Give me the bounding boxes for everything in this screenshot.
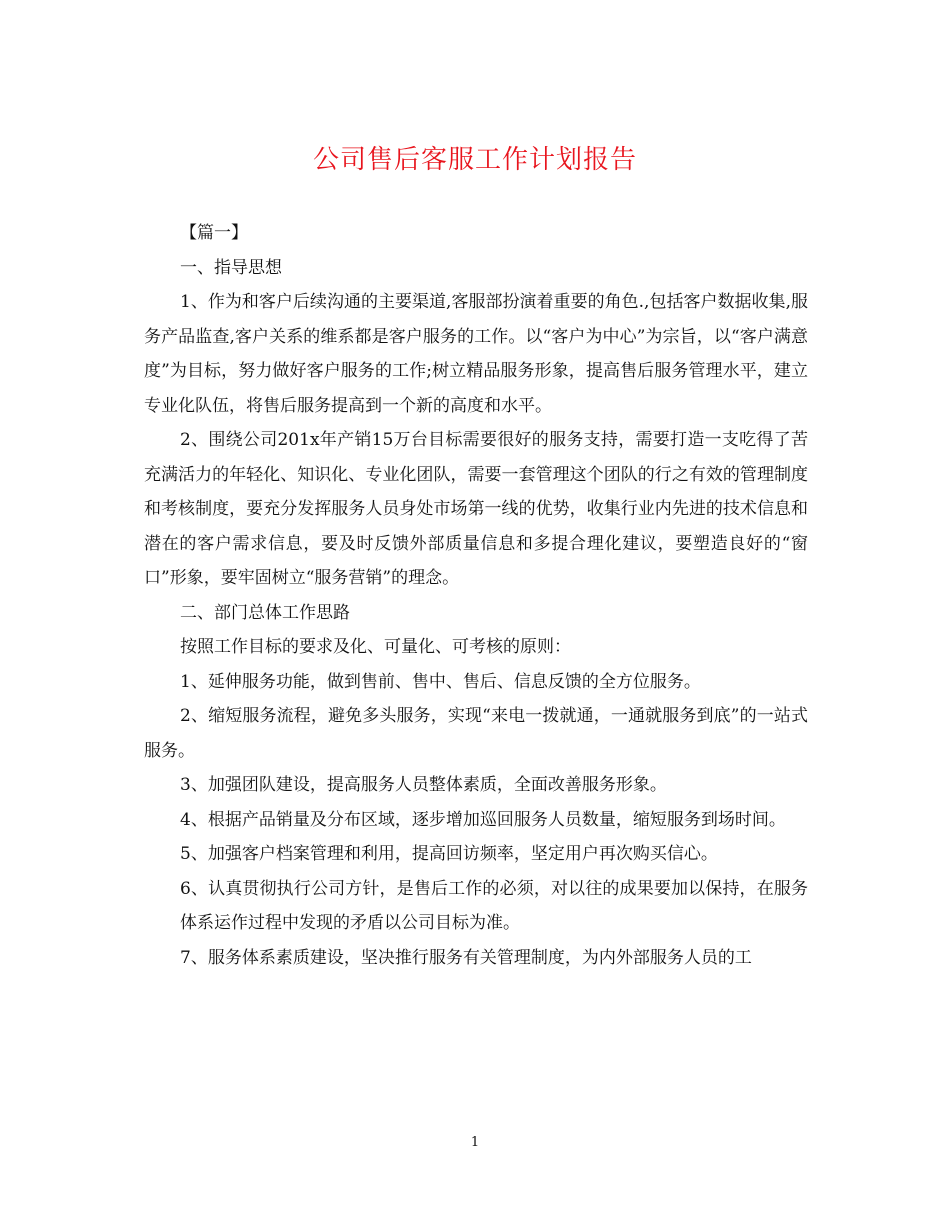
page-number: 1 [470, 1135, 480, 1150]
heading-department-approach: 二、部门总体工作思路 [180, 602, 350, 623]
paragraph-1: 1、作为和客户后续沟通的主要渠道,客服部扮演着重要的角色.,包括客户数据收集,服务产品监查,客户关系的维系都是客户服务的工作。以“客户为中心”为宗旨，以“客户满意度”为目标，努力做好客户服务的工作;树立精品服务形象，提高售后服务管理水平，建立专业化队伍，将售后服务提高到一个新的高度和水平。 [144, 292, 808, 416]
list-item: 3、加强团队建设，提高服务人员整体素质，全面改善服务形象。 [180, 775, 667, 795]
list-item: 2、缩短服务流程，避免多头服务，实现“来电一拨就通，一通就服务到底”的一站式服务。 [144, 706, 808, 761]
document-title: 公司售后客服工作计划报告 [312, 145, 637, 175]
document-body [144, 216, 808, 975]
paragraph-2: 2、围绕公司201x年产销15万台目标需要很好的服务支持，需要打造一支吃得了苦充满活力的年轻化、知识化、专业化团队，需要一套管理这个团队的行之有效的管理制度和考核制度，要充分发挥服务人员身处市场第一线的优势，收集行业内先进的技术信息和潜在的客户需求信息，要及时反馈外部质量信息和多提合理化建议，要塑造良好的“窗口”形象，要牢固树立“服务营销”的理念。 [144, 430, 808, 588]
principles-intro: 按照工作目标的要求及化、可量化、可考核的原则： [180, 637, 571, 657]
list-item: 7、服务体系素质建设，坚决推行服务有关管理制度，为内外部服务人员的工 [180, 947, 752, 968]
list-item: 1、延伸服务功能，做到售前、售中、售后、信息反馈的全方位服务。 [180, 671, 701, 692]
list-item: 4、根据产品销量及分布区域，逐步增加巡回服务人员数量，缩短服务到场时间。 [180, 809, 786, 830]
heading-guiding-ideology: 一、指导思想 [180, 257, 282, 278]
list-item: 6、认真贯彻执行公司方针，是售后工作的必须，对以往的成果要加以保持，在服务体系运作过程中发现的矛盾以公司目标为准。 [180, 878, 808, 933]
list-item: 5、加强客户档案管理和利用，提高回访频率，坚定用户再次购买信心。 [180, 844, 718, 864]
section-tag: 【篇一】 [180, 223, 248, 243]
